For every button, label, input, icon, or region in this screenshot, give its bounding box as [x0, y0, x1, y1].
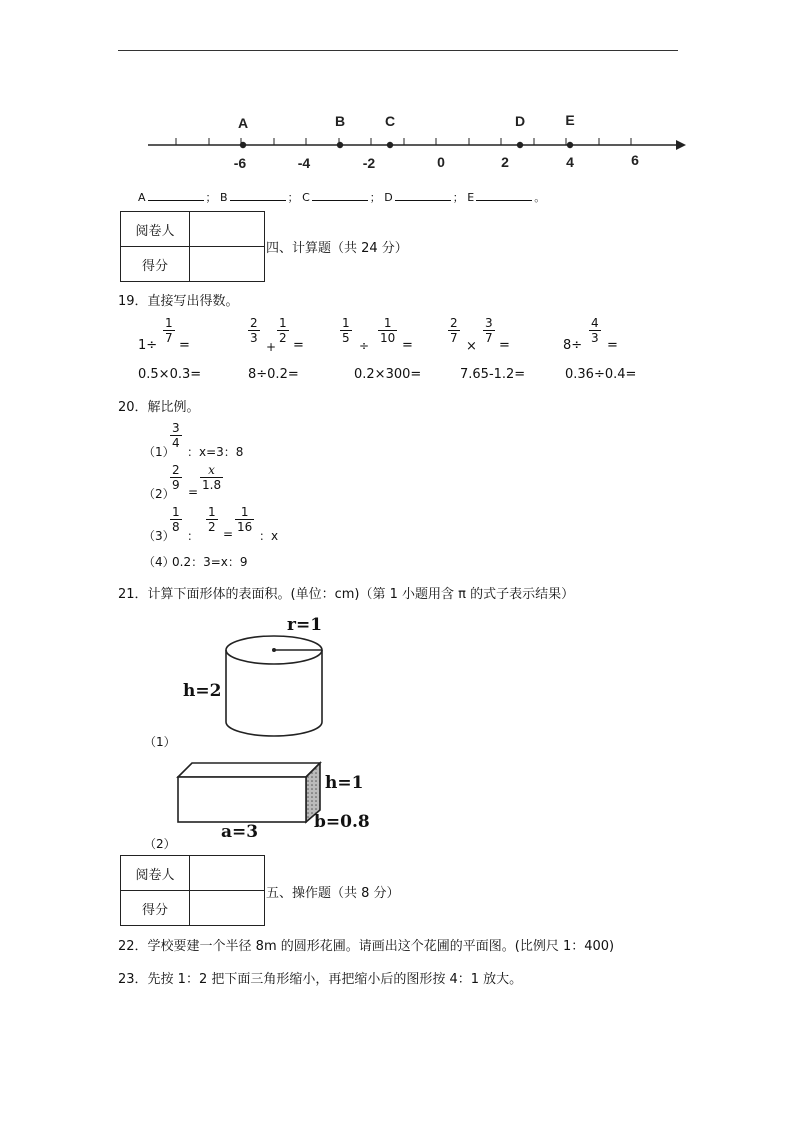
score-label: 得分 — [121, 891, 190, 926]
fraction: $\frac{1}{8}$ — [172, 505, 180, 534]
question-21-title: 21．计算下面形体的表面积。(单位：cm)（第 1 小题用含 π 的式子表示结果） — [118, 587, 575, 602]
score-table — [120, 211, 265, 282]
fraction: $\frac{2}{7}$ — [450, 316, 458, 345]
fraction: $\frac{3}{4}$ — [172, 421, 180, 450]
label-c: C — [384, 113, 396, 129]
cuboid-length-label: a=3 — [221, 822, 259, 842]
reviewer-label: 阅卷人 — [121, 856, 190, 891]
fraction: $\frac{x}{1.8}$ — [202, 463, 222, 492]
fraction: $\frac{1}{2}$ — [279, 316, 287, 345]
calc-item: 0.5×0.3= — [138, 367, 202, 382]
calc-item: 7.65-1.2= — [460, 367, 526, 382]
figure-1-label: （1） — [144, 735, 176, 749]
answer-blank-c[interactable] — [312, 189, 368, 201]
fraction: $\frac{2}{9}$ — [172, 463, 180, 492]
cuboid-width-label: b=0.8 — [314, 812, 370, 832]
answer-blank-d[interactable] — [395, 189, 451, 201]
point-b — [337, 142, 343, 148]
score-cell[interactable] — [190, 891, 265, 926]
tick-label: 4 — [566, 154, 574, 170]
label-b: B — [334, 113, 346, 129]
radius-label: r=1 — [287, 615, 323, 635]
point-c — [387, 142, 393, 148]
fraction: $\frac{3}{7}$ — [485, 316, 493, 345]
height-label: h=2 — [183, 681, 222, 701]
section-title: 五、操作题（共 8 分） — [266, 886, 400, 901]
tick-label: -4 — [297, 155, 311, 171]
section-title: 四、计算题（共 24 分） — [266, 241, 408, 256]
tick-label: -6 — [233, 155, 247, 171]
point-d — [517, 142, 523, 148]
label-d: D — [514, 113, 526, 129]
tick-label: 6 — [631, 152, 639, 168]
calc-item: 0.2×300= — [354, 367, 422, 382]
cuboid-figure — [170, 755, 330, 825]
figure-2-label: （2） — [144, 837, 176, 851]
calc-item: 8÷0.2= — [248, 367, 299, 382]
answer-blank-a[interactable] — [148, 189, 204, 201]
score-cell[interactable] — [190, 247, 265, 282]
question-22: 22．学校要建一个半径 8m 的圆形花圃。请画出这个花圃的平面图。(比例尺 1：400) — [118, 939, 615, 954]
fraction: $\frac{1}{2}$ — [208, 505, 216, 534]
fraction: $\frac{2}{3}$ — [250, 316, 258, 345]
label-a: A — [237, 115, 249, 131]
label-e: E — [565, 112, 575, 128]
reviewer-cell[interactable] — [190, 212, 265, 247]
fraction: $\frac{1}{10}$ — [380, 316, 396, 345]
question-23: 23．先按 1：2 把下面三角形缩小，再把缩小后的图形按 4：1 放大。 — [118, 972, 523, 987]
point-a — [240, 142, 246, 148]
question-20-title: 20．解比例。 — [118, 400, 200, 415]
cylinder-figure — [170, 612, 370, 747]
point-e — [567, 142, 573, 148]
cuboid-height-label: h=1 — [325, 773, 364, 793]
answer-blank-e[interactable] — [476, 189, 532, 201]
tick-label: -2 — [362, 155, 376, 171]
question-19-title: 19．直接写出得数。 — [118, 294, 239, 309]
fraction: $\frac{1}{7}$ — [165, 316, 173, 345]
tick-label: 0 — [437, 154, 445, 170]
reviewer-label: 阅卷人 — [121, 212, 190, 247]
score-label: 得分 — [121, 247, 190, 282]
tick-label: 2 — [501, 154, 509, 170]
number-line-answers: A ； B ； C ； D ； E 。 — [138, 191, 546, 204]
answer-blank-b[interactable] — [230, 189, 286, 201]
score-table — [120, 855, 265, 926]
header-rule — [118, 50, 678, 51]
calc-item: 0.36÷0.4= — [565, 367, 637, 382]
reviewer-cell[interactable] — [190, 856, 265, 891]
fraction: $\frac{1}{16}$ — [237, 505, 253, 534]
fraction: $\frac{4}{3}$ — [591, 316, 599, 345]
fraction: $\frac{1}{5}$ — [342, 316, 350, 345]
number-line — [140, 105, 700, 177]
